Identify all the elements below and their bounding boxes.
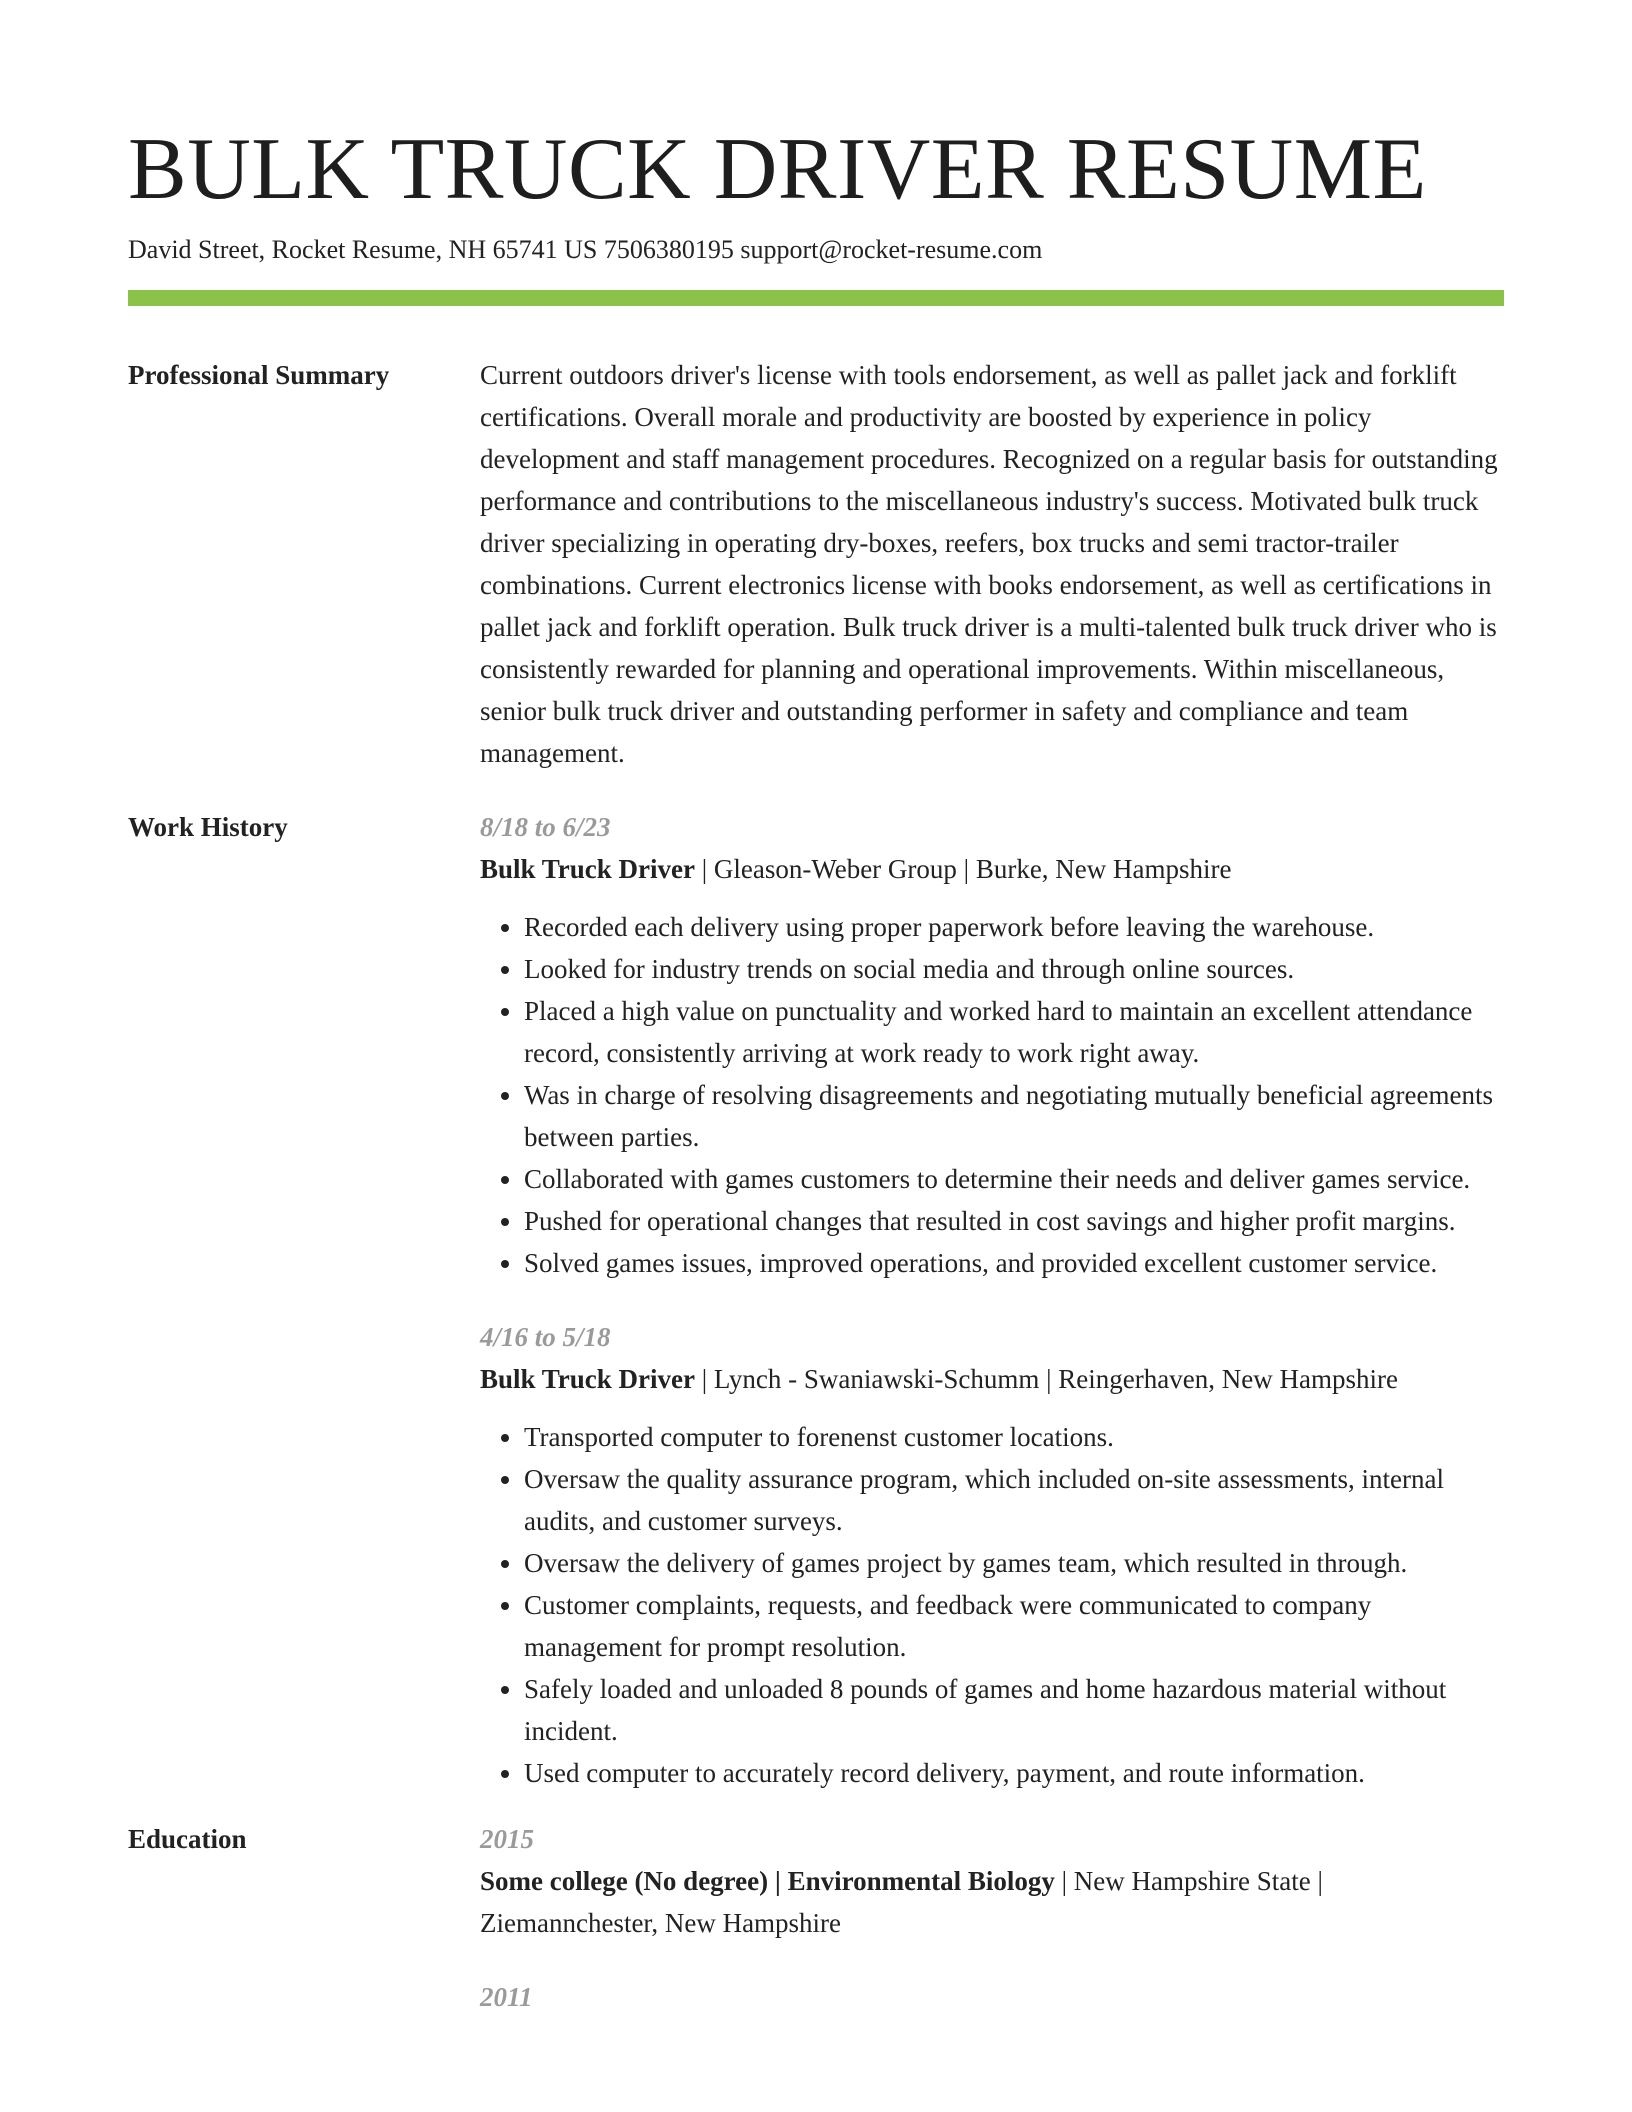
work-history-section xyxy=(128,806,1504,1794)
job-bullet: • Used computer to accurately record delivery, payment, and route information. xyxy=(524,1752,1504,1794)
job-bullet: • Customer complaints, requests, and feedback were communicated to company management for prompt resolution. xyxy=(524,1584,1504,1668)
resume-title: BULK TRUCK DRIVER RESUME xyxy=(128,121,1427,218)
job-dates: 4/16 to 5/18 xyxy=(480,1322,611,1352)
education-entry xyxy=(480,1976,1504,2018)
job-bullet: • Safely loaded and unloaded 8 pounds of games and home hazardous material without incident. xyxy=(524,1668,1504,1752)
job-bullets xyxy=(480,906,1504,1284)
job-bullet: • Placed a high value on punctuality and worked hard to maintain an excellent attendance record, consistently arriving at work ready to work right away. xyxy=(524,990,1504,1074)
education-entry xyxy=(480,1818,1504,1944)
job-details: | Gleason-Weber Group | Burke, New Hampshire xyxy=(695,854,1232,884)
job-role-line xyxy=(480,848,1504,890)
contact-line: David Street, Rocket Resume, NH 65741 US 7506380195 support@rocket-resume.com xyxy=(128,235,1043,264)
education-year: 2015 xyxy=(480,1824,534,1854)
job-bullet: • Recorded each delivery using proper paperwork before leaving the warehouse. xyxy=(524,906,1504,948)
job-title: Bulk Truck Driver xyxy=(480,854,696,884)
job-dates: 8/18 to 6/23 xyxy=(480,812,611,842)
resume-page xyxy=(128,120,1504,2018)
education-details: | New Hampshire State | Ziemannchester, New Hampshire xyxy=(480,1866,1323,1938)
job-bullet: • Collaborated with games customers to determine their needs and deliver games service. xyxy=(524,1158,1504,1200)
education-heading: Education xyxy=(128,1824,247,1854)
job-bullet: • Transported computer to forenenst customer locations. xyxy=(524,1416,1504,1458)
summary-text: Current outdoors driver's license with tools endorsement, as well as pallet jack and forklift certifications. Overall morale and productivity are boosted by experience in policy development and staff management procedures. Recognized on a regular basis for outstanding performance and contributions to the miscellaneous industry's success. Motivated bulk truck driver specializing in operating dry-boxes, reefers, box trucks and semi tractor-trailer combinations. Current electronics license with books endorsement, as well as certifications in pallet jack and forklift operation. Bulk truck driver is a multi-talented bulk truck driver who is consistently rewarded for planning and operational improvements. Within miscellaneous, senior bulk truck driver and outstanding performer in safety and compliance and team management. xyxy=(480,360,1498,768)
education-line xyxy=(480,1860,1504,1944)
job-bullet: • Looked for industry trends on social media and through online sources. xyxy=(524,948,1504,990)
job-entry xyxy=(480,1316,1504,1794)
job-bullet: • Oversaw the delivery of games project by games team, which resulted in through. xyxy=(524,1542,1504,1584)
education-degree: Some college (No degree) | Environmental Biology xyxy=(480,1866,1055,1896)
work-history-body xyxy=(480,806,1504,1794)
job-bullet: • Solved games issues, improved operations, and provided excellent customer service. xyxy=(524,1242,1504,1284)
job-details: | Lynch - Swaniawski-Schumm | Reingerhaven, New Hampshire xyxy=(695,1364,1398,1394)
education-body xyxy=(480,1818,1504,2018)
job-bullets xyxy=(480,1416,1504,1794)
summary-section xyxy=(128,354,1504,774)
summary-heading: Professional Summary xyxy=(128,360,390,390)
job-entry xyxy=(480,806,1504,1284)
education-section xyxy=(128,1818,1504,2018)
job-bullet: • Pushed for operational changes that resulted in cost savings and higher profit margins. xyxy=(524,1200,1504,1242)
job-bullet: • Was in charge of resolving disagreements and negotiating mutually beneficial agreements between parties. xyxy=(524,1074,1504,1158)
accent-divider xyxy=(128,290,1504,306)
job-role-line xyxy=(480,1358,1504,1400)
job-title: Bulk Truck Driver xyxy=(480,1364,696,1394)
job-bullet: • Oversaw the quality assurance program, which included on-site assessments, internal audits, and customer surveys. xyxy=(524,1458,1504,1542)
education-year: 2011 xyxy=(480,1982,533,2012)
work-history-heading: Work History xyxy=(128,812,288,842)
